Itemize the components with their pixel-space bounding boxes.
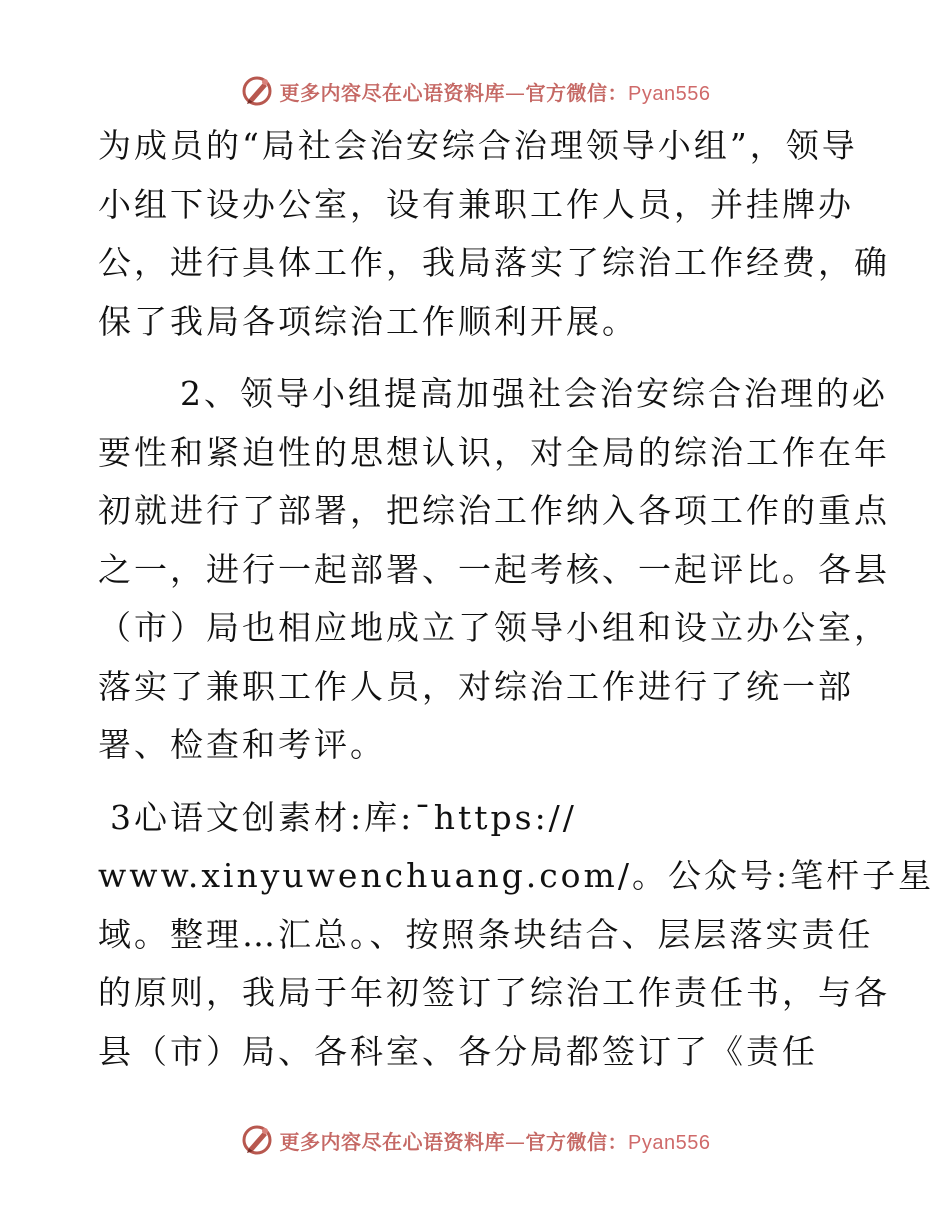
watermark-main-text: 更多内容尽在心语资料库: [279, 80, 506, 105]
watermark-secondary-text: 官方微信：: [525, 80, 629, 105]
watermark-text: [280, 77, 711, 106]
text-line: 的原则，我局于年初签订了综治工作责任书，与各: [98, 973, 890, 1012]
text-line: 落实了兼职工作人员，对综治工作进行了统一部: [98, 666, 854, 706]
text-line: 公，进行具体工作，我局落实了综治工作经费，确: [98, 243, 890, 282]
text-line: （市）局也相应地成立了领导小组和设立办公室，: [98, 608, 890, 647]
red-pen-circle-logo-icon: [240, 1123, 274, 1157]
text-line: 要性和紧迫性的思想认识，对全局的综治工作在年: [98, 432, 890, 472]
text-line: 2、领导小组提高加强社会治安综合治理的必: [180, 374, 888, 413]
watermark-wechat-id: Pyan556: [628, 1131, 711, 1154]
text-line: 3心语文创素材:库:¯https://: [110, 797, 577, 837]
red-pen-circle-logo-icon: [240, 74, 274, 108]
watermark-text: [280, 1126, 711, 1155]
watermark-separator: —: [505, 1129, 526, 1154]
text-line: 小组下设办公室，设有兼职工作人员，并挂牌办: [98, 184, 854, 224]
text-line: 署、检查和考评。: [98, 725, 386, 764]
paragraph: [98, 789, 935, 1082]
text-line: 之一，进行一起部署、一起考核、一起评比。各县: [98, 549, 890, 589]
watermark-main-text: 更多内容尽在心语资料库: [279, 1129, 506, 1154]
document-body: [98, 117, 935, 1081]
paragraph: [98, 117, 890, 351]
header-watermark: [0, 71, 950, 111]
text-line: 域。整理…汇总。、按照条块结合、层层落实责任: [98, 914, 874, 954]
watermark-secondary-text: 官方微信：: [525, 1129, 629, 1154]
footer-watermark: [0, 1120, 950, 1160]
watermark-wechat-id: Pyan556: [628, 82, 711, 105]
watermark-separator: —: [505, 80, 526, 105]
text-line: www.xinyuwenchuang.com/。公众号:笔杆子星: [98, 856, 935, 895]
paragraph: [98, 365, 890, 775]
text-line: 初就进行了部署，把综治工作纳入各项工作的重点: [98, 491, 890, 530]
text-line: 县（市）局、各科室、各分局都签订了《责任: [98, 1031, 818, 1071]
text-line: 为成员的“局社会治安综合治理领导小组”，领导: [98, 126, 858, 165]
text-line: 保了我局各项综治工作顺利开展。: [98, 301, 638, 341]
